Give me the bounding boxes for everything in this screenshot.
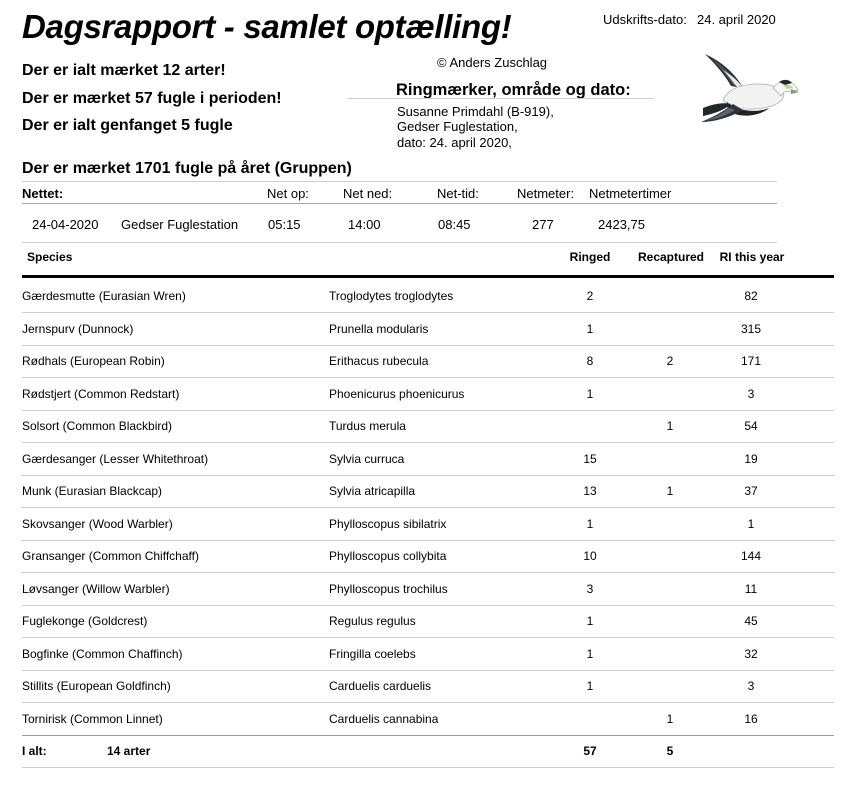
species-name: Gransanger (Common Chiffchaff) <box>22 549 199 563</box>
species-latin: Phoenicurus phoenicurus <box>329 386 465 401</box>
species-year: 32 <box>744 646 758 661</box>
table-row <box>0 638 855 671</box>
net-time-value: 08:45 <box>438 217 471 232</box>
species-latin: Sylvia atricapilla <box>329 484 416 498</box>
total-ringed: 57 <box>583 744 597 758</box>
species-latin: Phylloscopus collybita <box>329 549 447 563</box>
species-recaptured: 1 <box>666 484 674 498</box>
species-year: 144 <box>740 549 762 563</box>
report-title: Dagsrapport - samlet optælling! <box>22 8 512 45</box>
net-up-label: Net op: <box>267 186 309 201</box>
table-row <box>0 280 855 313</box>
table-row <box>0 410 855 443</box>
summary-recaptured: Der er ialt genfanget 5 fugle <box>22 117 233 134</box>
table-row <box>0 670 855 703</box>
net-meterhours-value: 2423,75 <box>598 217 645 232</box>
table-row <box>0 703 855 736</box>
net-meters-label: Netmeter: <box>517 186 575 201</box>
ringer-place: Gedser Fuglestation, <box>397 119 518 134</box>
table-row <box>0 508 855 541</box>
year-line-rule <box>22 181 777 182</box>
species-latin: Sylvia curruca <box>329 451 405 466</box>
species-name: Skovsanger (Wood Warbler) <box>22 516 173 531</box>
species-ringed: 1 <box>586 516 594 531</box>
species-name: Bogfinke (Common Chaffinch) <box>22 646 183 661</box>
species-name: Gærdesmutte (Eurasian Wren) <box>22 289 186 303</box>
col-year: RI this year <box>719 250 785 264</box>
species-recaptured: 2 <box>666 354 674 368</box>
table-bottom-rule <box>22 767 834 768</box>
species-year: 3 <box>747 386 755 401</box>
species-latin: Carduelis carduelis <box>329 679 432 693</box>
species-ringed: 1 <box>586 614 594 628</box>
species-ringed: 1 <box>586 679 594 693</box>
total-recaptured: 5 <box>666 744 674 758</box>
net-down-value: 14:00 <box>348 217 381 232</box>
species-name: Rødstjert (Common Redstart) <box>22 386 180 401</box>
summary-year-total: Der er mærket 1701 fugle på året (Gruppen) <box>22 160 352 177</box>
table-header-rule <box>22 275 834 278</box>
net-time-label: Net-tid: <box>437 186 479 201</box>
species-latin: Prunella modularis <box>329 321 429 336</box>
net-meters-value: 277 <box>532 217 554 232</box>
species-recaptured: 1 <box>666 711 674 726</box>
table-row <box>0 378 855 411</box>
species-latin: Erithacus rubecula <box>329 354 429 368</box>
net-date: 24-04-2020 <box>32 217 99 232</box>
eider-duck-icon <box>699 52 799 127</box>
species-ringed: 1 <box>586 321 594 336</box>
table-row <box>0 345 855 378</box>
net-down-label: Net ned: <box>343 186 393 201</box>
total-row <box>0 735 855 768</box>
table-row <box>0 573 855 606</box>
species-latin: Fringilla coelebs <box>329 646 416 661</box>
species-year: 37 <box>744 484 758 498</box>
ringer-heading: Ringmærker, område og dato: <box>396 81 631 99</box>
net-meterhours-label: Netmetertimer <box>589 186 672 201</box>
species-latin: Phylloscopus sibilatrix <box>329 516 447 531</box>
print-date-label: Udskrifts-dato: <box>603 12 687 27</box>
species-ringed: 8 <box>586 354 594 368</box>
species-ringed: 15 <box>583 451 597 466</box>
net-up-value: 05:15 <box>268 217 301 232</box>
species-latin: Troglodytes troglodytes <box>329 289 454 303</box>
summary-species-count: Der er ialt mærket 12 arter! <box>22 62 226 79</box>
net-label: Nettet: <box>22 186 64 201</box>
net-values-rule <box>22 242 777 243</box>
net-header-rule <box>22 203 777 204</box>
species-ringed: 1 <box>586 386 594 401</box>
species-year: 54 <box>744 419 758 433</box>
ringer-name: Susanne Primdahl (B-919), <box>397 104 554 119</box>
species-ringed: 2 <box>586 289 594 303</box>
species-latin: Regulus regulus <box>329 614 416 628</box>
species-name: Gærdesanger (Lesser Whitethroat) <box>22 451 209 466</box>
species-year: 45 <box>744 614 758 628</box>
species-year: 1 <box>747 516 755 531</box>
species-year: 171 <box>740 354 762 368</box>
table-row <box>0 605 855 638</box>
col-ringed: Ringed <box>569 250 611 264</box>
species-year: 82 <box>744 289 758 303</box>
table-row <box>0 443 855 476</box>
species-year: 11 <box>744 581 758 596</box>
species-name: Munk (Eurasian Blackcap) <box>22 484 163 498</box>
copyright-text: © Anders Zuschlag <box>437 55 548 70</box>
species-ringed: 3 <box>586 581 594 596</box>
col-species: Species <box>27 250 73 264</box>
species-year: 3 <box>747 679 755 693</box>
total-species-count: 14 arter <box>107 744 151 758</box>
species-recaptured: 1 <box>666 419 674 433</box>
table-row <box>0 475 855 508</box>
species-ringed: 10 <box>583 549 597 563</box>
species-ringed: 1 <box>586 646 594 661</box>
species-name: Løvsanger (Willow Warbler) <box>22 581 170 596</box>
print-date-value: 24. april 2020 <box>697 12 776 27</box>
total-label: I alt: <box>22 744 47 758</box>
species-ringed: 13 <box>583 484 597 498</box>
species-name: Stillits (European Goldfinch) <box>22 679 171 693</box>
ringer-heading-rule <box>347 98 654 99</box>
col-recaptured: Recaptured <box>637 250 705 264</box>
species-latin: Turdus merula <box>329 419 406 433</box>
species-year: 16 <box>744 711 758 726</box>
species-name: Jernspurv (Dunnock) <box>22 321 134 336</box>
species-year: 315 <box>740 321 762 336</box>
species-year: 19 <box>744 451 758 466</box>
table-row <box>0 313 855 346</box>
summary-birds-ringed: Der er mærket 57 fugle i perioden! <box>22 90 282 107</box>
species-name: Rødhals (European Robin) <box>22 354 165 368</box>
species-name: Solsort (Common Blackbird) <box>22 419 173 433</box>
ringer-date: dato: 24. april 2020, <box>397 135 512 150</box>
species-latin: Carduelis cannabina <box>329 711 439 726</box>
net-place: Gedser Fuglestation <box>121 217 239 232</box>
species-name: Fuglekonge (Goldcrest) <box>22 614 148 628</box>
table-row <box>0 540 855 573</box>
species-latin: Phylloscopus trochilus <box>329 581 448 596</box>
species-name: Tornirisk (Common Linnet) <box>22 711 163 726</box>
